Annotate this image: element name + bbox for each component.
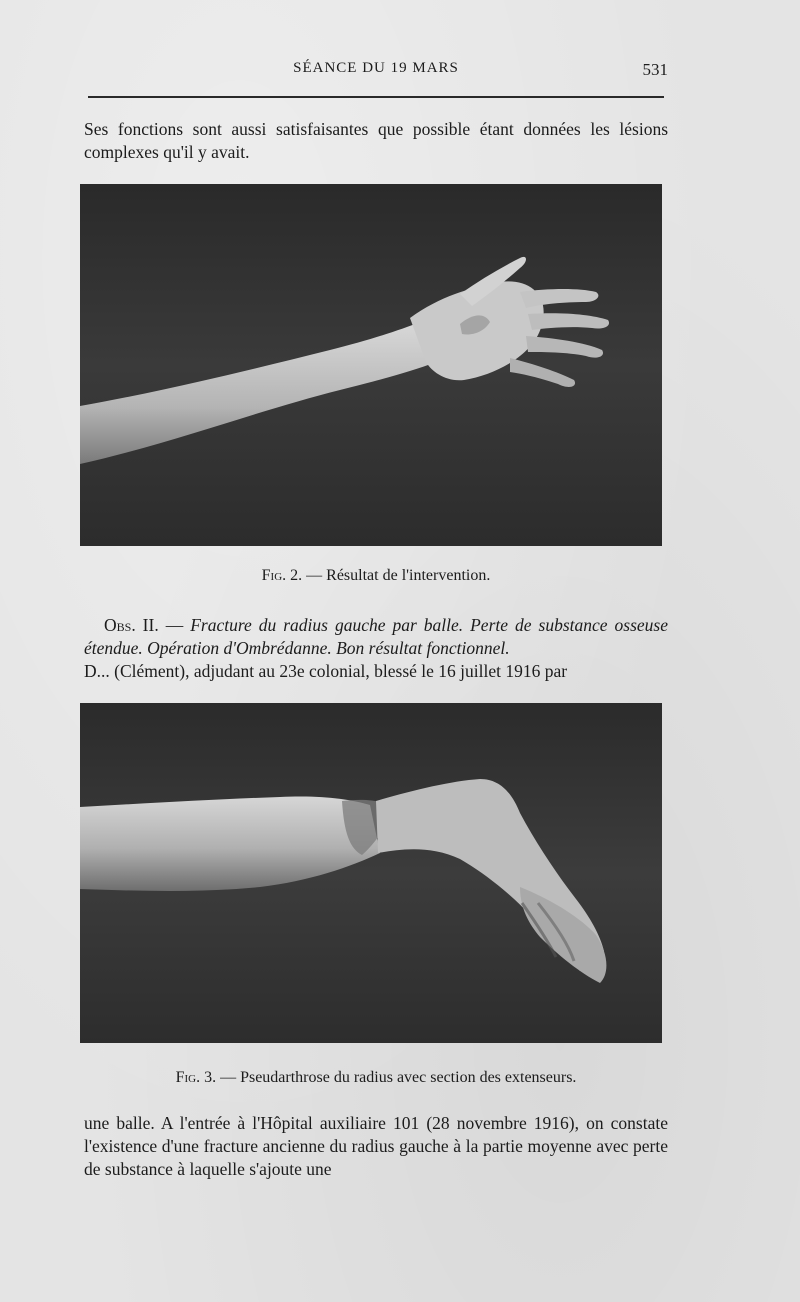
forearm-photo-image	[80, 184, 662, 546]
figure-3-photo	[80, 703, 662, 1043]
running-head	[84, 60, 668, 84]
observation-paragraph	[84, 614, 668, 683]
observation-body: D... (Clément), adjudant au 23e colonial, blessé le 16 juillet 1916 par	[84, 661, 568, 681]
wrist-drop-photo-image	[80, 703, 662, 1043]
figure-3-caption-text: — Pseudarthrose du radius avec section des extenseurs.	[216, 1069, 577, 1086]
paragraph-continuation: une balle. A l'entrée à l'Hôpital auxiliaire 101 (28 novembre 1916), on constate l'existence d'une fracture ancienne du radius gauche à la partie moyenne avec perte de substance à laquelle s'ajoute une	[84, 1113, 668, 1179]
paragraph-intro: Ses fonctions sont aussi satisfaisantes que possible étant données les lésions complexes qu'il y avait.	[84, 119, 668, 162]
figure-2-caption-text: — Résultat de l'intervention.	[302, 567, 491, 584]
running-title: SÉANCE DU 19 MARS	[293, 60, 459, 76]
observation-title: Fracture du radius gauche par balle. Perte de substance osseuse étendue. Opération d'Ombrédanne. Bon résultat fonctionnel.	[84, 615, 668, 658]
page-number: 531	[642, 60, 668, 79]
header-rule	[88, 96, 664, 98]
observation-label: Obs. II. —	[104, 615, 191, 635]
figure-2-caption	[84, 567, 668, 585]
figure-3-caption	[84, 1069, 668, 1087]
figure-3-label: Fig. 3.	[175, 1069, 217, 1086]
figure-2-photo	[80, 184, 662, 546]
figure-2-label: Fig. 2.	[261, 567, 303, 584]
